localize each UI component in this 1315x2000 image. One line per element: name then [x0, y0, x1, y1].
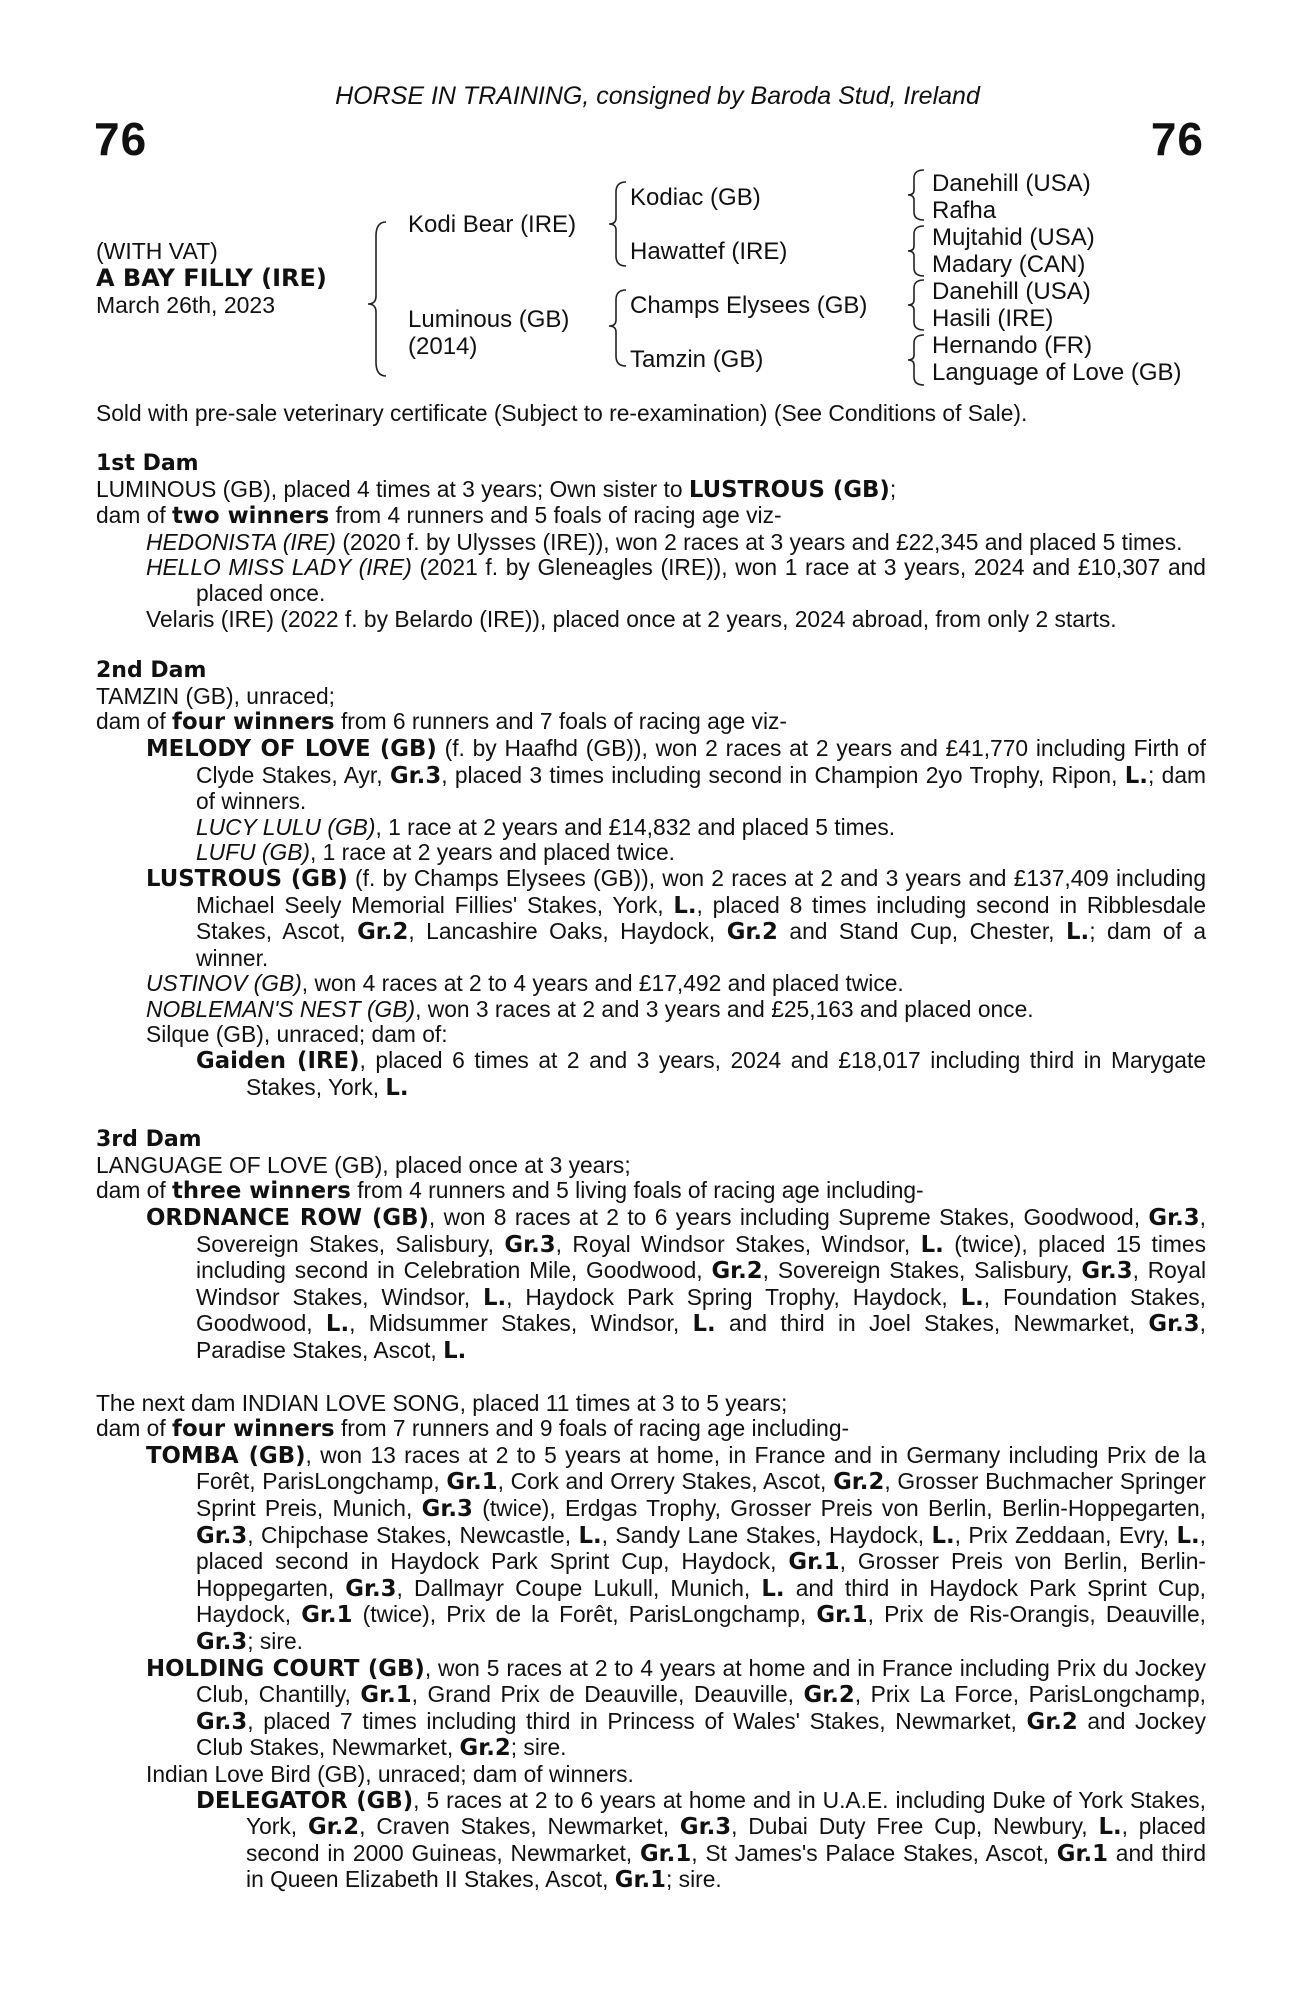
produce-hedonista [96, 530, 1206, 556]
third-dam-intro: LANGUAGE OF LOVE (GB), placed once at 3 years; [96, 1151, 631, 1178]
pedigree-ssd: Rafha [932, 197, 997, 224]
vat-label: (WITH VAT) [96, 238, 218, 264]
grade: L. [761, 1575, 785, 1602]
horse-name: A BAY FILLY (IRE) [96, 264, 327, 292]
text: , Dubai Duty Free Cup, Newbury, [731, 1813, 1099, 1840]
text: dam of [96, 708, 173, 735]
pedigree-ddd: Language of Love (GB) [932, 359, 1182, 386]
grade: Gr.3 [1148, 1311, 1200, 1338]
pedigree-sire-sire: Kodiac (GB) [630, 184, 761, 211]
produce-ustinov [96, 971, 1206, 997]
text: , Royal Windsor Stakes, Windsor, [196, 1257, 1207, 1310]
pedigree-sire-dam: Hawattef (IRE) [630, 238, 788, 265]
text: , 1 race at 2 years and placed twice. [310, 839, 675, 866]
produce-ordnance-row [96, 1205, 1206, 1365]
text: ; sire. [510, 1734, 567, 1761]
text: ; sire. [666, 1866, 722, 1893]
bracket-dam [609, 290, 626, 366]
winners-count: four winners [172, 1416, 335, 1443]
horse-name: LUSTROUS (GB) [688, 476, 890, 503]
grade: Gr.1 [639, 1840, 692, 1867]
grade: Gr.1 [614, 1867, 666, 1894]
text: from 4 runners and 5 living foals of racing age including- [350, 1177, 924, 1204]
text: (f. by Haafhd (GB)), won 2 races at 2 years and £41,770 including Firth of Clyde Stakes, Ayr, [196, 734, 1206, 788]
produce-lufu [96, 840, 1206, 866]
catalogue-body [96, 451, 1206, 1894]
text: LUMINOUS (GB), placed 4 times at 3 years; Own sister to [96, 475, 689, 502]
grade: Gr.2 [711, 1258, 763, 1285]
pedigree-sire: Kodi Bear (IRE) [408, 211, 577, 238]
grade: Gr.1 [1056, 1840, 1108, 1867]
text: , Sandy Lane Stakes, Haydock, [601, 1521, 932, 1548]
grade: L. [1098, 1814, 1122, 1841]
produce-velaris: Velaris (IRE) (2022 f. by Belardo (IRE)), placed once at 2 years, 2024 abroad, from only 2 starts. [146, 605, 1117, 632]
produce-lustrous [96, 866, 1206, 971]
third-dam-heading: 3rd Dam [96, 1127, 202, 1153]
grade: Gr.3 [345, 1575, 397, 1602]
pedigree-sdd: Madary (CAN) [932, 251, 1086, 278]
grade: Gr.3 [1148, 1205, 1200, 1232]
text: , Lancashire Oaks, Haydock, [408, 918, 727, 945]
first-dam-produce [96, 503, 1206, 530]
second-dam-produce [96, 709, 1206, 736]
grade: Gr.2 [1026, 1708, 1078, 1735]
page-header: HORSE IN TRAINING, consigned by Baroda Stud, Ireland [335, 82, 980, 110]
grade: L. [578, 1522, 602, 1549]
grade: Gr.3 [1081, 1258, 1133, 1285]
text: (2020 f. by Ulysses (IRE)), won 2 races at 3 years and £22,345 and placed 5 times. [335, 528, 1183, 555]
grade: Gr.2 [459, 1735, 511, 1762]
grade: Gr.2 [726, 919, 778, 946]
grade: Gr.2 [803, 1682, 855, 1709]
grade: Gr.2 [833, 1469, 885, 1496]
text: ; dam of winners. [196, 761, 1206, 815]
produce-tomba [96, 1443, 1206, 1656]
text: , Sovereign Stakes, Salisbury, [196, 1204, 1206, 1257]
text: , 1 race at 2 years and £14,832 and placed 5 times. [375, 813, 896, 840]
second-dam-section [96, 658, 1206, 1101]
produce-indian-love-bird: Indian Love Bird (GB), unraced; dam of winners. [146, 1760, 634, 1787]
winners-count: two winners [172, 503, 330, 530]
text: , Craven Stakes, Newmarket, [359, 1813, 680, 1840]
text: (f. by Champs Elysees (GB)), won 2 races at 2 and 3 years and £137,409 including Michael Seely Memorial Fillies' Stakes, York, [196, 864, 1206, 918]
bracket-kodiac [908, 170, 924, 220]
lot-number-left: 76 [94, 113, 148, 165]
horse-name: NOBLEMAN'S NEST (GB) [146, 995, 416, 1022]
bracket-tamzin [908, 335, 924, 385]
text: , Cork and Orrery Stakes, Ascot, [497, 1468, 834, 1495]
second-dam-intro: TAMZIN (GB), unraced; [96, 682, 335, 709]
pedigree-dam-year: (2014) [408, 333, 478, 360]
produce-delegator [96, 1788, 1206, 1894]
next-dam-section [96, 1391, 1206, 1894]
horse-name: LUFU (GB) [196, 839, 310, 866]
grade: L. [673, 892, 697, 919]
second-dam-heading: 2nd Dam [96, 658, 207, 684]
text: , Prix Zeddaan, Evry, [954, 1521, 1177, 1548]
third-dam-section [96, 1127, 1206, 1364]
text: (2021 f. by Gleneagles (IRE)), won 1 race at 3 years, 2024 and £10,307 and placed once. [196, 554, 1206, 606]
text: , placed second in 2000 Guineas, Newmarket, [246, 1813, 1206, 1866]
horse-dob: March 26th, 2023 [96, 292, 276, 318]
pedigree-sss: Danehill (USA) [932, 170, 1091, 197]
grade: Gr.3 [504, 1231, 556, 1258]
produce-lucy-lulu [96, 815, 1206, 841]
text: , Prix de Ris-Orangis, Deauville, [867, 1601, 1206, 1628]
text: , Chipchase Stakes, Newcastle, [247, 1521, 579, 1548]
grade: L. [920, 1231, 944, 1258]
text: and Jockey Club Stakes, Newmarket, [196, 1707, 1206, 1761]
grade: Gr.1 [301, 1602, 353, 1629]
text: , Grand Prix de Deauville, Deauville, [411, 1681, 804, 1708]
horse-name: HEDONISTA (IRE) [146, 528, 336, 555]
pedigree-dam-sire: Champs Elysees (GB) [630, 292, 868, 319]
text: dam of [96, 1177, 173, 1204]
horse-name: USTINOV (GB) [146, 970, 302, 997]
text: , Paradise Stakes, Ascot, [196, 1310, 1206, 1363]
produce-melody-of-love [96, 736, 1206, 815]
pedigree-dsd: Hasili (IRE) [932, 305, 1054, 332]
first-dam-intro [96, 477, 1206, 504]
text: and third in Haydock Park Sprint Cup, Haydock, [196, 1574, 1206, 1628]
text: , Midsummer Stakes, Windsor, [349, 1310, 693, 1337]
grade: Gr.2 [307, 1814, 360, 1841]
bracket-sire [609, 182, 626, 266]
text: , placed second in Haydock Park Sprint Cup, Haydock, [196, 1521, 1206, 1575]
text: , Sovereign Stakes, Salisbury, [762, 1257, 1082, 1284]
vet-note [96, 401, 1206, 427]
next-dam-produce [96, 1416, 1206, 1443]
text: , won 5 races at 2 to 4 years at home and in France including Prix du Jockey Club, Chantilly, [196, 1654, 1207, 1708]
lot-number-right: 76 [1150, 113, 1204, 165]
grade: L. [443, 1338, 467, 1364]
text: (twice), placed 15 times including second in Celebration Mile, Goodwood, [196, 1230, 1206, 1284]
pedigree-sds: Mujtahid (USA) [932, 224, 1095, 251]
grade: L. [1066, 919, 1090, 946]
text: , placed 8 times including second in Ribblesdale Stakes, Ascot, [196, 891, 1207, 945]
grade: L. [1176, 1522, 1200, 1549]
text: and Stand Cup, Chester, [777, 918, 1066, 945]
horse-name: DELEGATOR (GB) [196, 1787, 414, 1814]
text: , won 3 races at 2 and 3 years and £25,163 and placed once. [415, 995, 1034, 1022]
text: , 5 races at 2 to 6 years at home and in U.A.E. including Duke of York Stakes, York, [246, 1786, 1206, 1840]
grade: Gr.2 [357, 919, 409, 946]
pedigree-dds: Hernando (FR) [932, 332, 1093, 359]
vet-note-text: Sold with pre-sale veterinary certificate (Subject to re-examination) (See Conditions of Sale). [96, 400, 1028, 426]
text: (twice), Prix de la Forêt, ParisLongchamp, [352, 1601, 817, 1628]
text: dam of [96, 502, 173, 529]
text: , placed 7 times including third in Princess of Wales' Stakes, Newmarket, [247, 1707, 1027, 1734]
produce-hello-miss-lady [96, 555, 1206, 606]
grade: L. [482, 1284, 507, 1311]
first-dam-heading: 1st Dam [96, 451, 199, 476]
text: , Royal Windsor Stakes, Windsor, [555, 1230, 921, 1257]
text: , St James's Palace Stakes, Ascot, [691, 1839, 1057, 1866]
grade: Gr.3 [196, 1522, 248, 1549]
text: , won 4 races at 2 to 4 years and £17,492 and placed twice. [301, 970, 904, 997]
pedigree-dss: Danehill (USA) [932, 278, 1091, 305]
text: , placed 3 times including second in Champion 2yo Trophy, Ripon, [441, 761, 1125, 788]
bracket-hawattef [908, 226, 924, 276]
grade: Gr.3 [196, 1628, 248, 1655]
text: , Foundation Stakes, Goodwood, [196, 1283, 1206, 1337]
winners-count: four winners [172, 709, 335, 736]
grade: L. [931, 1522, 955, 1549]
text: dam of [96, 1415, 173, 1442]
text: ; dam of a winner. [196, 918, 1207, 971]
grade: Gr.3 [389, 762, 442, 789]
grade: L. [1124, 762, 1148, 789]
text: , Dallmayr Coupe Lukull, Munich, [396, 1574, 762, 1601]
text: ; sire. [247, 1627, 303, 1654]
horse-name: LUCY LULU (GB) [196, 813, 376, 840]
grade: Gr.1 [360, 1682, 412, 1709]
pedigree-dam: Luminous (GB) [408, 306, 570, 333]
grade: Gr.3 [679, 1814, 732, 1841]
grade: Gr.1 [788, 1549, 840, 1576]
text: (twice), Erdgas Trophy, Grosser Preis von Berlin, Berlin-Hoppegarten, [472, 1494, 1206, 1521]
grade: Gr.1 [816, 1602, 868, 1629]
text: , Grosser Preis von Berlin, Berlin-Hoppegarten, [196, 1548, 1206, 1601]
produce-holding-court [96, 1656, 1206, 1762]
horse-name: ORDNANCE ROW (GB) [146, 1205, 429, 1232]
winners-count: three winners [172, 1178, 351, 1205]
grade: L. [325, 1311, 350, 1338]
grade: Gr.1 [446, 1469, 498, 1496]
text: , won 13 races at 2 to 5 years at home, in France and in Germany including Prix de la Forêt, ParisLongchamp, [196, 1441, 1206, 1495]
produce-gaiden [96, 1048, 1206, 1101]
text: , Haydock Park Spring Trophy, Haydock, [506, 1283, 961, 1310]
grade: Gr.3 [196, 1708, 248, 1735]
grade: L. [960, 1284, 984, 1311]
horse-name: MELODY OF LOVE (GB) [146, 735, 437, 762]
grade: L. [385, 1074, 409, 1101]
produce-noblemans-nest [96, 997, 1206, 1023]
text: from 6 runners and 7 foals of racing age viz- [334, 708, 788, 735]
text: from 7 runners and 9 foals of racing age including- [334, 1415, 850, 1442]
text: , won 8 races at 2 to 6 years including Supreme Stakes, Goodwood, [428, 1204, 1149, 1231]
bracket-main [368, 222, 386, 376]
text: from 4 runners and 5 foals of racing age viz- [329, 502, 782, 529]
grade: L. [692, 1311, 716, 1338]
horse-name: Gaiden (IRE) [196, 1048, 360, 1075]
horse-name: TOMBA (GB) [146, 1442, 306, 1469]
pedigree-dam-dam: Tamzin (GB) [630, 346, 764, 373]
text: and third in Queen Elizabeth II Stakes, Ascot, [246, 1839, 1206, 1893]
next-dam-intro: The next dam INDIAN LOVE SONG, placed 11 times at 3 to 5 years; [96, 1389, 788, 1416]
bracket-champs [908, 280, 924, 330]
produce-silque: Silque (GB), unraced; dam of: [146, 1021, 448, 1048]
third-dam-produce [96, 1178, 1206, 1205]
text: , Grosser Buchmacher Springer Sprint Preis, Munich, [196, 1468, 1206, 1521]
grade: Gr.3 [421, 1495, 473, 1522]
text: , Prix La Force, ParisLongchamp, [854, 1681, 1206, 1708]
horse-name: HOLDING COURT (GB) [146, 1655, 425, 1682]
text: , placed 6 times at 2 and 3 years, 2024 and £18,017 including third in Marygate Stakes, York, [246, 1047, 1206, 1100]
text: and third in Joel Stakes, Newmarket, [715, 1310, 1149, 1337]
horse-name: HELLO MISS LADY (IRE) [146, 554, 412, 581]
horse-name: LUSTROUS (GB) [146, 865, 348, 892]
text: ; [889, 475, 897, 502]
first-dam-section [96, 451, 1206, 632]
